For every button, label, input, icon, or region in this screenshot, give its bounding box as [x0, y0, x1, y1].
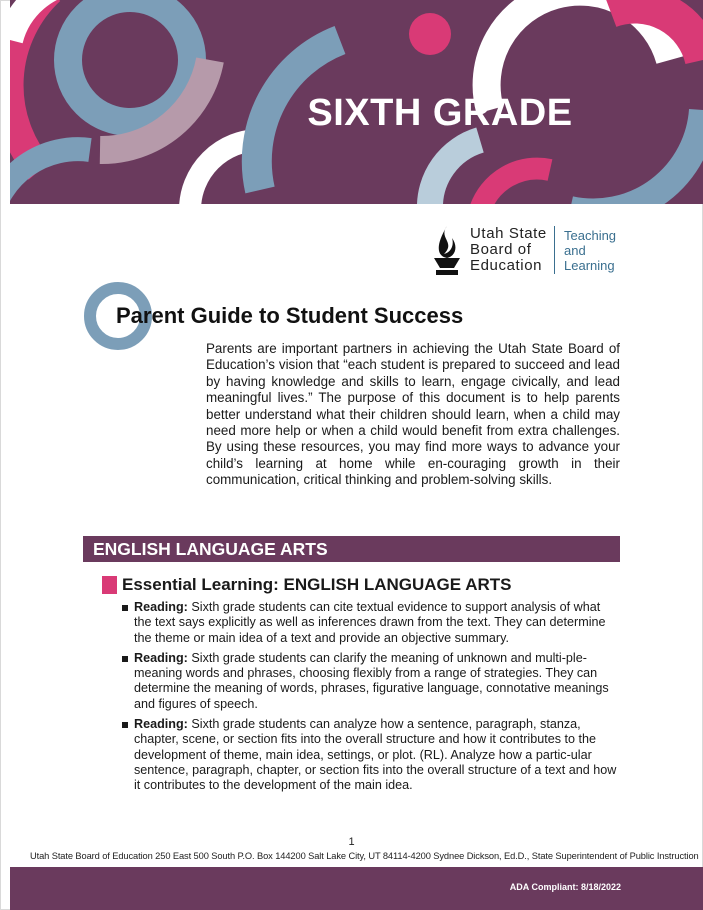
- torch-icon: [430, 224, 464, 276]
- section-header: ENGLISH LANGUAGE ARTS: [83, 536, 620, 562]
- bullet-text: Sixth grade students can cite textual evidence to support analysis of what the text says explicitly as well as inferences drawn from the text. They can determine the theme or main idea of a text and provide an objective summary.: [134, 600, 606, 645]
- logo-tagline-line: Teaching: [564, 228, 617, 243]
- logo-name-line: Utah State: [470, 225, 547, 242]
- bullet-text: Sixth grade students can clarify the meaning of unknown and multi-ple-meaning words and phrases, choosing flexibly from a range of strategies. They can determine the meaning of words, phrases, figurative language, connotative meanings and figures of speech.: [134, 650, 609, 711]
- bullet-text: Sixth grade students can analyze how a sentence, paragraph, stanza, chapter, scene, or section fits into the overall structure and how it contributes to the development of theme, main idea, settings, or plot. (RL). Analyze how a partic-ular sentence, paragraph, chapter, or section fits into the overall structure of a text and how it contributes to the development of the main idea.: [134, 717, 617, 793]
- bullet-label: Reading:: [134, 600, 188, 614]
- logo-name-line: Board of: [470, 241, 532, 258]
- ada-compliance-note: ADA Compliant: 8/18/2022: [509, 882, 621, 892]
- bullet-square-icon: [122, 605, 128, 611]
- logo-tagline: [564, 228, 616, 273]
- bullet-list: [122, 600, 620, 799]
- logo-name: [470, 226, 547, 274]
- intro-paragraph: Parents are important partners in achieving the Utah State Board of Education’s vision that “each student is prepared to succeed and lead by having knowledge and skills to learn, engage civically, and lead meaningful lives.” The purpose of this document is to help parents better understand what their children should learn, when a child may need more help or when a child would benefit from extra challenges. By using these resources, you may find more ways to advance your child’s learning at home while en-couraging growth in their communication, critical thinking and problem-solving skills.: [206, 341, 620, 488]
- guide-title: Parent Guide to Student Success: [116, 303, 464, 328]
- list-item: [122, 651, 620, 712]
- footer-bar: [10, 867, 703, 910]
- essential-learning-title: Essential Learning: ENGLISH LANGUAGE ARTS: [122, 575, 512, 594]
- logo-tagline-line: Learning: [564, 258, 615, 273]
- banner-title: SIXTH GRADE: [307, 92, 573, 134]
- logo-tagline-line: and: [564, 243, 586, 258]
- footer-address: Utah State Board of Education 250 East 500 South P.O. Box 144200 Salt Lake City, UT 84114-4200 Sydnee Dickson, Ed.D., State Superintendent of Public Instruction: [30, 851, 699, 861]
- page-number: 1: [348, 836, 355, 848]
- list-item: [122, 600, 620, 646]
- bullet-label: Reading:: [134, 717, 188, 732]
- logo-divider: [554, 226, 555, 274]
- bullet-square-icon: [122, 722, 128, 728]
- essential-marker: [102, 576, 117, 594]
- logo-name-line: Education: [470, 257, 543, 274]
- usbe-logo: [430, 224, 630, 276]
- bullet-square-icon: [122, 656, 128, 662]
- bullet-label: Reading:: [134, 650, 188, 665]
- header-banner: [10, 0, 703, 204]
- list-item: [122, 717, 620, 793]
